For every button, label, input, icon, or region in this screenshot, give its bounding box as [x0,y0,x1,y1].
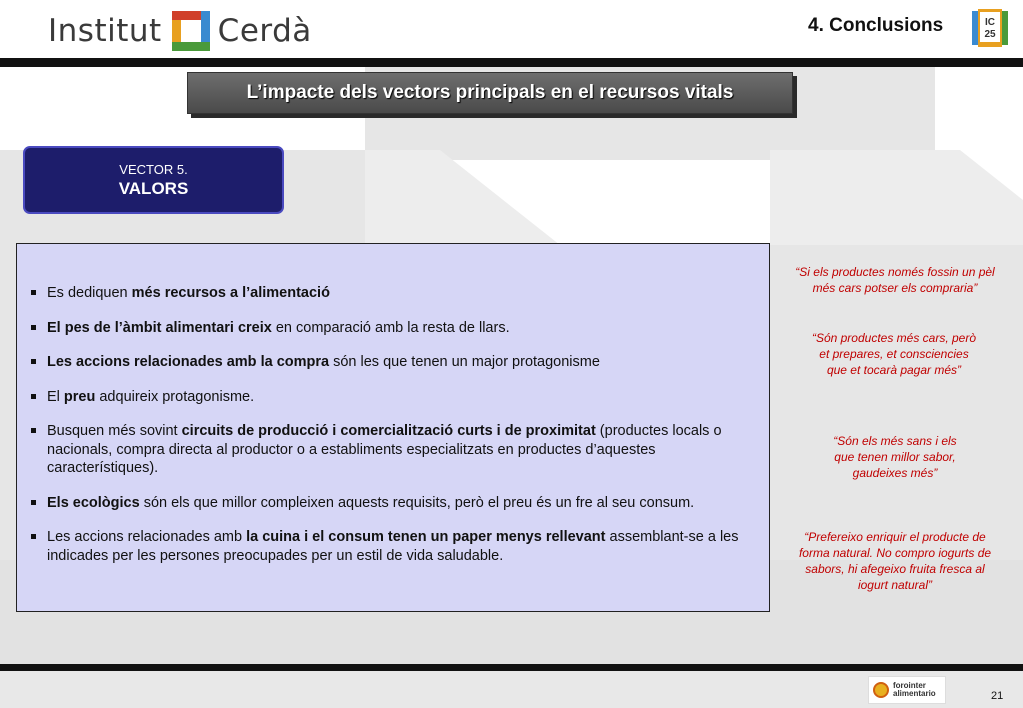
quote-3: “Són els més sans i els que tenen millor sabor, gaudeixes més” [833,434,957,480]
quote-1: “Si els productes només fossin un pèl més cars potser els compraria” [795,265,995,295]
bullet-item [31,284,761,303]
cerda-square-icon [170,9,212,53]
bullet-item [31,494,761,513]
bullet-list [31,284,761,581]
forointer-circle-icon [873,682,889,698]
bullet-text: (productes locals o nacionals, compra directa al productor o a establiments especialitzats en productes d’aquestes característiques). [47,423,722,476]
bullet-bold-text: Les accions relacionades amb la compra [47,354,330,370]
bullet-item [31,388,761,407]
bullet-item [31,528,761,565]
vector-name: VALORS [118,178,189,198]
section-title: 4. Conclusions [808,15,944,36]
bullet-text: són els que millor compleixen aquests requisits, però el preu és un fre al seu consum. [139,494,695,511]
bullet-text: adquireix protagonisme. [95,388,255,405]
bullet-item [31,422,761,478]
header [0,0,1023,58]
institut-cerda-logo[interactable] [48,6,312,56]
badge-top-text: IC [985,17,995,28]
vector-box [23,146,284,214]
quote-4: “Prefereixo enriquir el producte de forma natural. No compro iogurts de sabors, hi afegeixo fruita fresca al iogurt natural” [798,530,992,592]
bullet-text: en comparació amb la resta de llars. [271,319,510,336]
bullet-text: El [47,388,64,405]
footer-logo-line2: alimentario [893,689,936,698]
logo-text-right: Cerdà [217,13,312,49]
bullet-text: assemblant-se a les indicades per les persones preocupades per un estil de vida saludable. [47,529,739,564]
content-panel [16,243,770,612]
bullet-bold-text: preu [63,388,96,405]
vector-label: VECTOR 5. [119,161,188,177]
badge-bottom-text: 25 [984,29,996,40]
bullet-bold-text: circuits de producció i comercialització curts i de proximitat [181,423,596,439]
slide-title: L’impacte dels vectors principals en el recursos vitals [187,72,793,114]
footer-logo-line1: forointer [893,681,926,690]
page-number: 21 [991,690,1004,702]
bullet-text: Es dediquen [47,285,132,301]
bullet-item [31,319,761,338]
top-divider [0,58,1023,67]
forointer-alimentario-logo[interactable] [868,676,946,704]
logo-text-left: Institut [48,13,162,49]
bullet-item [31,353,761,372]
bullet-text: Busquen més sovint [47,423,182,439]
bullet-bold-text: la cuina i el consum tenen un paper menys rellevant [246,529,606,545]
bullet-text: són les que tenen un major protagonisme [329,354,600,370]
ic25-badge-icon [972,9,1008,49]
bullet-text: Les accions relacionades amb [47,529,247,545]
quote-2: “Són productes més cars, però et prepares, et consciencies que et tocarà pagar més” [811,331,977,377]
bullet-bold-text: El pes de l’àmbit alimentari creix [47,319,272,336]
bullet-bold-text: Els ecològics [47,494,140,511]
bullet-bold-text: més recursos a l’alimentació [131,285,330,301]
bottom-divider [0,664,1023,671]
